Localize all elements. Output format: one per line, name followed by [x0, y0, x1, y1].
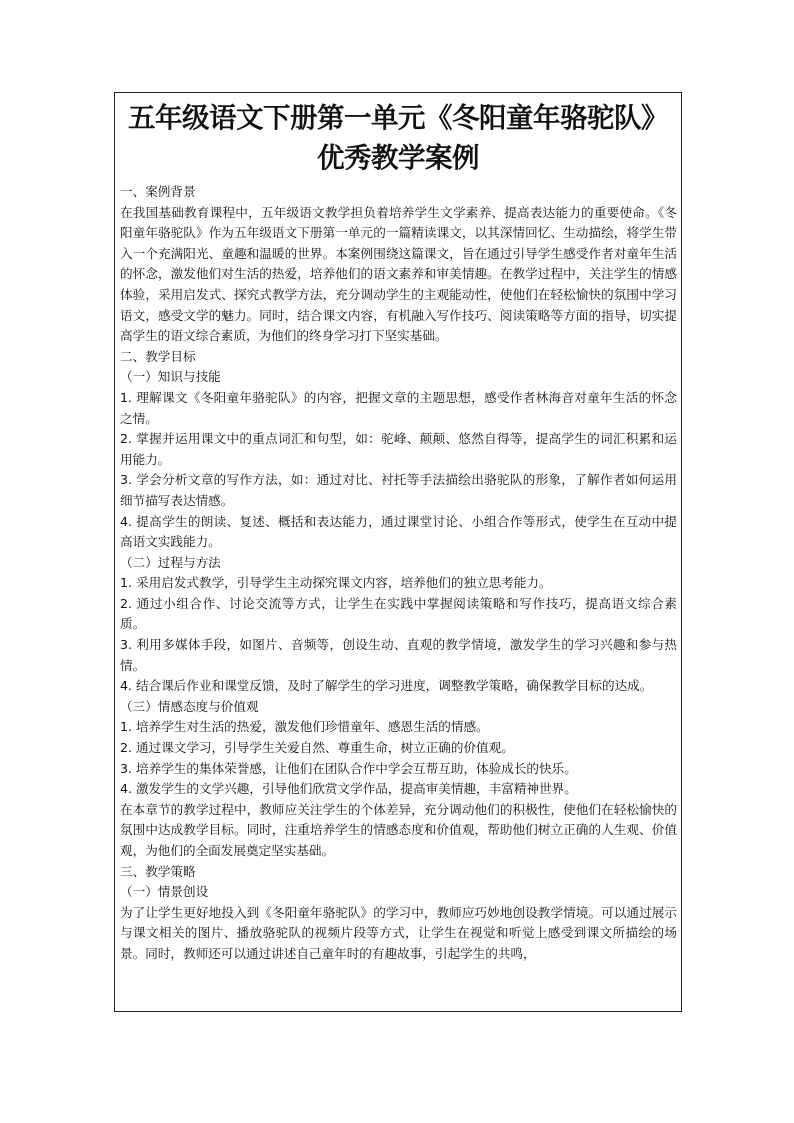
list-item: 3. 利用多媒体手段，如图片、音频等，创设生动、直观的教学情境，激发学生的学习兴趣和参与热情。: [120, 637, 677, 673]
subsection-heading: （一）情景创设: [120, 884, 209, 900]
paragraph: 为了让学生更好地投入到《冬阳童年骆驼队》的学习中，教师应巧妙地创设教学情境。可以通过展示与课文相关的图片、播放骆驼队的视频片段等方式，让学生在视觉和听觉上感受到课文所描绘的场景。同时，教师还可以通过讲述自己童年时的有趣故事，引起学生的共鸣，: [120, 904, 677, 961]
list-item: 3. 培养学生的集体荣誉感，让他们在团队合作中学会互帮互助，体验成长的快乐。: [120, 760, 577, 776]
paragraph: 在我国基础教育课程中，五年级语文教学担负着培养学生文学素养、提高表达能力的重要使命。《冬阳童年骆驼队》作为五年级语文下册第一单元的一篇精读课文，以其深情回忆、生动描绘，将学生带入一个充满阳光、童趣和温暖的世界。本案例围绕这篇课文，旨在通过引导学生感受作者对童年生活的怀念，激发他们对生活的热爱，培养他们的语文素养和审美情趣。在教学过程中，关注学生的情感体验，采用启发式、探究式教学方法，充分调动学生的主观能动性，使他们在轻松愉快的氛围中学习语文，感受文学的魅力。同时，结合课文内容，有机融入写作技巧、阅读策略等方面的指导，切实提高学生的语文综合素质，为他们的终身学习打下坚实基础。: [120, 204, 677, 344]
subsection-heading: （一）知识与技能: [120, 369, 221, 385]
document-title: [114, 98, 682, 178]
document-body: [115, 182, 681, 965]
list-item: 1. 理解课文《冬阳童年骆驼队》的内容，把握文章的主题思想，感受作者林海音对童年生活的怀念之情。: [120, 389, 677, 426]
title-line-1: 五年级语文下册第一单元《冬阳童年骆驼队》: [128, 102, 668, 134]
paragraph: 在本章节的教学过程中，教师应关注学生的个体差异，充分调动他们的积极性，使他们在轻松愉快的氛围中达成教学目标。同时，注重培养学生的情感态度和价值观，帮助他们树立正确的人生观、价值观，为他们的全面发展奠定坚实基础。: [120, 801, 677, 858]
section-heading: 三、教学策略: [120, 863, 196, 879]
list-item: 1. 培养学生对生活的热爱，激发他们珍惜童年、感恩生活的情感。: [120, 719, 489, 735]
document-frame: [114, 92, 682, 1012]
list-item: 4. 激发学生的文学兴趣，引导他们欣赏文学作品，提高审美情趣，丰富精神世界。: [120, 781, 577, 797]
list-item: 1. 采用启发式教学，引导学生主动探究课文内容，培养他们的独立思考能力。: [120, 575, 552, 591]
list-item: 3. 学会分析文章的写作方法，如：通过对比、衬托等手法描绘出骆驼队的形象，了解作者如何运用细节描写表达情感。: [120, 472, 677, 508]
section-heading: 二、教学目标: [120, 348, 196, 364]
list-item: 2. 通过课文学习，引导学生关爱自然、尊重生命，树立正确的价值观。: [120, 740, 514, 756]
section-heading: 一、案例背景: [120, 184, 196, 199]
list-item: 4. 提高学生的朗读、复述、概括和表达能力，通过课堂讨论、小组合作等形式，使学生在互动中提高语文实践能力。: [120, 513, 677, 550]
subsection-heading: （三）情感态度与价值观: [120, 698, 259, 714]
list-item: 2. 通过小组合作、讨论交流等方式，让学生在实践中掌握阅读策略和写作技巧，提高语文综合素质。: [120, 595, 677, 632]
list-item: 4. 结合课后作业和课堂反馈，及时了解学生的学习进度，调整教学策略，确保教学目标的达成。: [120, 678, 653, 694]
subsection-heading: （二）过程与方法: [120, 554, 221, 570]
title-line-2: 优秀教学案例: [317, 142, 479, 174]
list-item: 2. 掌握并运用课文中的重点词汇和句型，如：驼峰、颠颠、悠然自得等，提高学生的词汇积累和运用能力。: [120, 431, 677, 467]
